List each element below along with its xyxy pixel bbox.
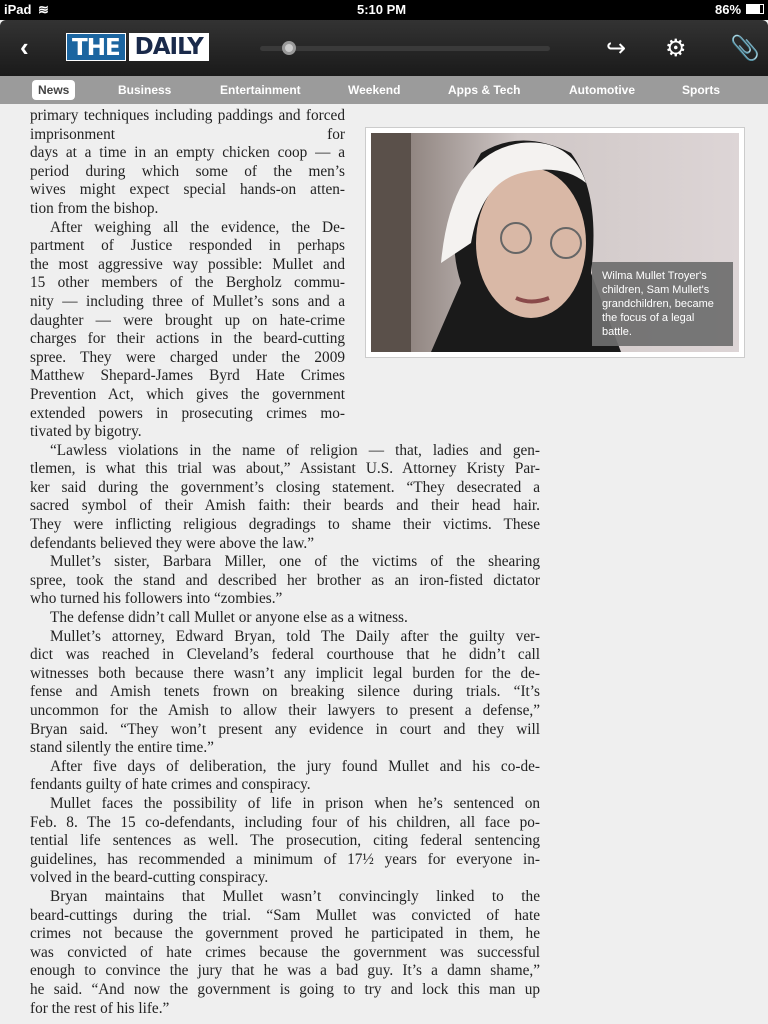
photo-caption: Wilma Mullet Troyer's children, Sam Mullet's grandchildren, became the focus of a legal battle. [592, 262, 733, 346]
nav-tab-business[interactable]: Business [118, 83, 172, 97]
article-line: Bryan maintains that Mullet wasn’t convincingly linked to the [50, 887, 540, 905]
article-line: tlemen, is what this trial was about,” Assistant U.S. Attorney Kristy Par- [30, 460, 540, 478]
logo [66, 33, 209, 61]
wifi-icon: ≋ [38, 2, 49, 17]
device-label: iPad [4, 2, 32, 17]
article-line: Prevention Act, which gives the government [30, 385, 345, 403]
article-line: was convicted of hate crimes because the government was successful [30, 943, 540, 961]
clock: 5:10 PM [357, 2, 407, 17]
article-photo [371, 133, 739, 352]
nav-tab-weekend[interactable]: Weekend [348, 83, 401, 97]
article-line: They were inflicting religious degradings to shame their victims. These [30, 516, 540, 534]
nav-tab-news[interactable]: News [32, 80, 75, 100]
article-line: dict was reached in Cleveland’s federal courthouse that he didn’t call [30, 646, 540, 664]
article-line: crimes not because the government proved he participated in them, he [30, 925, 540, 943]
article-line: the most aggressive way possible: Mullet and [30, 255, 345, 273]
battery-icon [746, 4, 764, 14]
nav-tab-automotive[interactable]: Automotive [569, 83, 635, 97]
article-line: uncommon for the Amish to allow their lawyers to present a defense,” [30, 702, 540, 719]
article-line: spree. They were charged under the 2009 [30, 348, 345, 366]
article-line: witnesses both because there wasn’t any implicit legal burden for the de- [30, 664, 540, 682]
article-line: daughter — were brought up on hate-crime [30, 311, 345, 329]
status-bar [0, 0, 768, 20]
article-line: sacred symbol of their Amish faith: their beards and their head hair. [30, 497, 540, 515]
toolbar [0, 20, 768, 76]
article-line: nity — including three of Mullet’s sons and a [30, 292, 345, 310]
article-line: guidelines, has recommended a minimum of 17½ years for everyone in- [30, 850, 540, 868]
article-line: for the rest of his life.” [30, 999, 170, 1017]
article-line: fendants guilty of hate crimes and conspiracy. [30, 776, 311, 794]
article-line: charges for their actions in the beard-cutting [30, 330, 345, 348]
article-line: wives might expect special hands-on atten- [30, 181, 345, 199]
article-line: Bryan said. “They won’t present any evidence in court and they will [30, 720, 540, 738]
back-button[interactable]: ‹ [20, 32, 29, 62]
article-line: The defense didn’t call Mullet or anyone else as a witness. [50, 609, 408, 627]
slider-handle[interactable] [282, 41, 296, 55]
article-line: Mullet’s sister, Barbara Miller, one of the victims of the shearing [50, 553, 540, 571]
article-line: defendants believed they were above the law.” [30, 534, 314, 552]
article-line: 15 other members of the Bergholz commu- [30, 274, 345, 292]
article-line: ker said during the government’s closing statement. “They desecrated a [30, 478, 540, 496]
battery-percent: 86% [715, 2, 742, 17]
article-line: Mullet faces the possibility of life in prison when he’s sentenced on [50, 794, 540, 812]
article-line: extended powers in prosecuting crimes mo- [30, 404, 345, 422]
nav-tab-sports[interactable]: Sports [682, 83, 721, 97]
logo-the: THE [66, 33, 126, 61]
article-line: tivated by bigotry. [30, 423, 142, 441]
gear-icon[interactable]: ⚙ [665, 35, 687, 62]
article-line: After five days of deliberation, the jury found Mullet and his co-de- [50, 757, 540, 775]
article-line: tion from the bishop. [30, 199, 159, 217]
article-figure[interactable] [365, 127, 745, 358]
article-line: stand silently the entire time.” [30, 739, 214, 757]
article-line: volved in the beard-cutting conspiracy. [30, 869, 269, 887]
article-line: enough to convince the jury that he was a bad guy. It’s a damn shame,” [30, 962, 540, 980]
share-icon[interactable]: ↪ [606, 35, 627, 62]
article-line: “Lawless violations in the name of religion — that, ladies and gen- [50, 441, 540, 459]
nav-tab-entertainment[interactable]: Entertainment [220, 83, 301, 97]
article-line: he said. “And now the government is going to try and lock this man up [30, 980, 540, 998]
article-line: tential life sentences as well. The prosecution, citing federal sentencing [30, 832, 540, 850]
article-line: who turned his followers into “zombies.” [30, 590, 283, 608]
article-line: spree, took the stand and described her brother as an iron-fisted dictator [30, 571, 540, 589]
article-line: After weighing all the evidence, the De- [50, 218, 345, 236]
article-line: days at a time in an empty chicken coop — a [30, 144, 345, 162]
page-slider[interactable] [260, 46, 550, 51]
section-nav [0, 76, 768, 104]
article-line: partment of Justice responded in perhaps [30, 237, 345, 255]
article-line: Feb. 8. The 15 co-defendants, including four of his children, all face po- [30, 813, 540, 831]
article-line: beard-cuttings during the trial. “Sam Mullet was convicted of hate [30, 906, 540, 924]
article-line: period during which some of the men’s [30, 162, 345, 180]
article-line: Mullet’s attorney, Edward Bryan, told The Daily after the guilty ver- [50, 627, 540, 645]
logo-daily: DAILY [129, 33, 209, 61]
article-line: primary techniques including paddings and forced imprisonment for [30, 107, 345, 143]
article-line: fense and Amish tenets frown on breaking silence during trials. “It’s [30, 683, 540, 701]
paperclip-icon[interactable]: 📎 [730, 35, 760, 62]
nav-tab-apps-tech[interactable]: Apps & Tech [448, 83, 521, 97]
article-line: Matthew Shepard-James Byrd Hate Crimes [30, 367, 345, 385]
